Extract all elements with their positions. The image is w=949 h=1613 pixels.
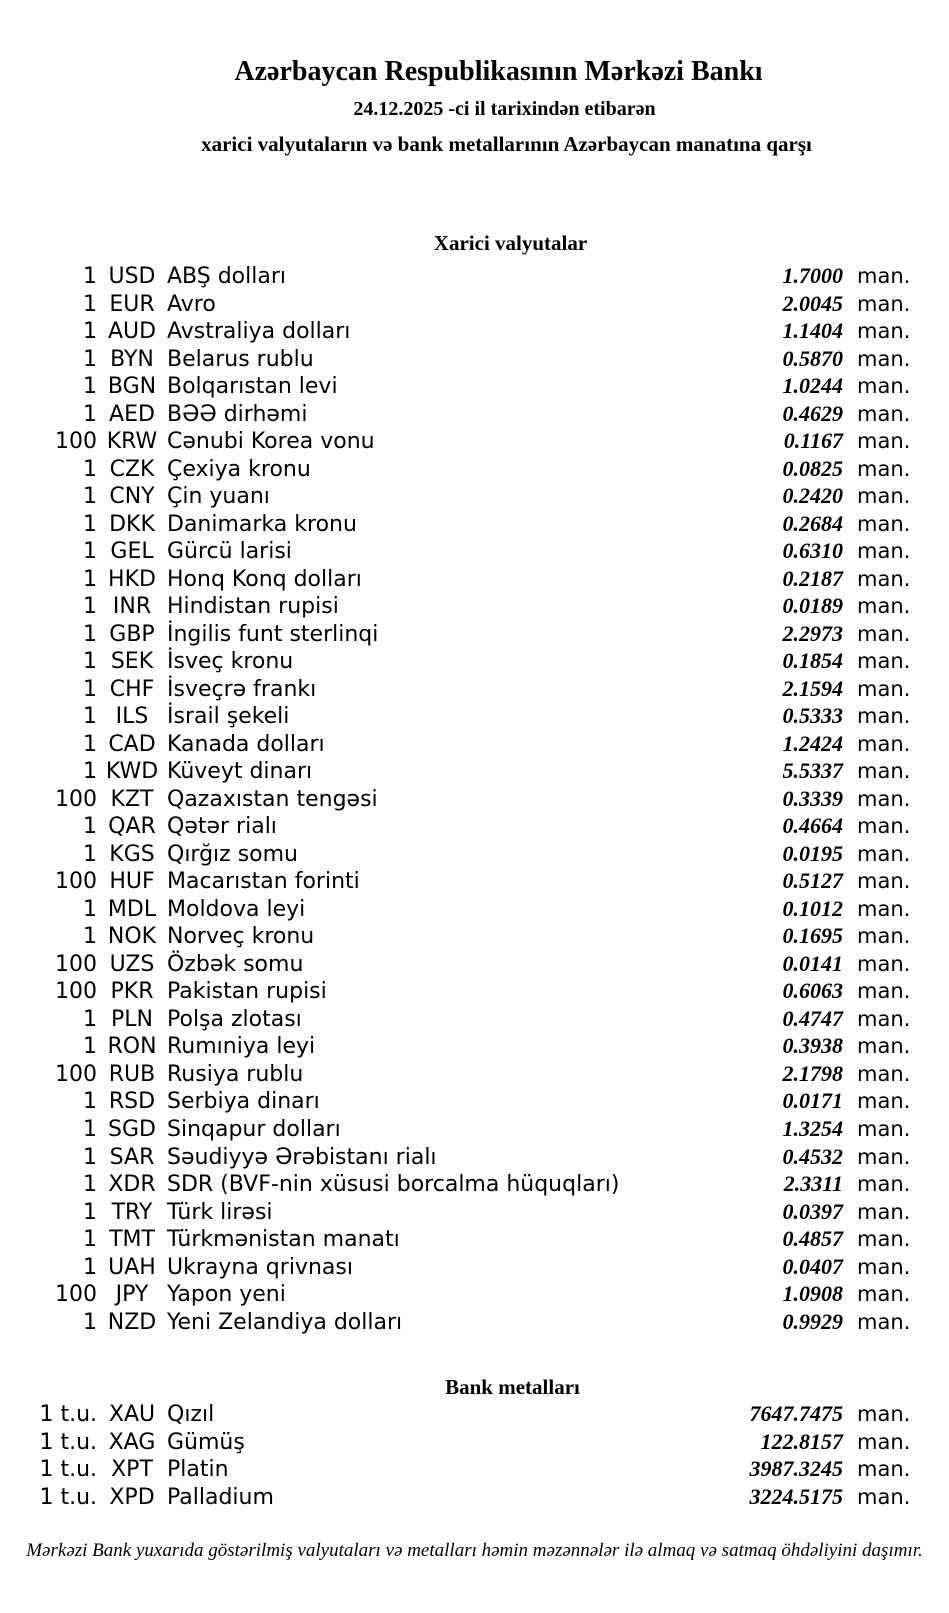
currency-name: Rusiya rublu bbox=[167, 1061, 304, 1087]
unit-label: man. bbox=[857, 1116, 911, 1141]
table-row bbox=[0, 1225, 949, 1253]
currency-name: Qızıl bbox=[167, 1402, 215, 1427]
currency-name: Gürcü larisi bbox=[167, 539, 292, 565]
currency-code: XPD bbox=[109, 1484, 155, 1510]
currency-code: INR bbox=[112, 594, 152, 620]
unit-label: man. bbox=[857, 1402, 911, 1426]
currency-code: AUD bbox=[107, 319, 157, 345]
quantity: 100 bbox=[55, 1282, 97, 1308]
table-row bbox=[0, 1400, 949, 1428]
currency-code: HKD bbox=[108, 566, 156, 592]
unit-label: man. bbox=[857, 704, 911, 729]
exchange-rate: 0.4629 bbox=[782, 400, 843, 426]
currency-code: RUB bbox=[108, 1061, 156, 1087]
table-row bbox=[0, 317, 949, 345]
currency-code: USD bbox=[108, 264, 156, 289]
currency-name: İngilis funt sterlinqi bbox=[167, 621, 379, 647]
exchange-rate: 1.0908 bbox=[782, 1281, 843, 1307]
table-row bbox=[0, 867, 949, 895]
currency-name: Hindistan rupisi bbox=[167, 594, 339, 620]
currency-name: Platin bbox=[167, 1457, 229, 1483]
exchange-rate: 0.4747 bbox=[782, 1005, 843, 1031]
quantity: 1 bbox=[83, 621, 97, 647]
quantity: 1 bbox=[83, 759, 97, 785]
currency-name: BƏƏ dirhəmi bbox=[167, 401, 308, 427]
currency-name: Çexiya kronu bbox=[167, 456, 311, 482]
unit-label: man. bbox=[857, 1144, 911, 1169]
currency-name: Palladium bbox=[167, 1484, 274, 1510]
exchange-rate: 0.0825 bbox=[782, 455, 843, 481]
quantity: 1 bbox=[83, 484, 97, 510]
exchange-rate: 0.2684 bbox=[782, 510, 843, 536]
exchange-rate: 0.0397 bbox=[782, 1198, 843, 1224]
table-row bbox=[0, 1253, 949, 1281]
currency-name: Qətər rialı bbox=[167, 814, 277, 840]
table-row bbox=[0, 1005, 949, 1033]
currency-name: Kanada dolları bbox=[167, 731, 325, 757]
currency-code: EUR bbox=[109, 291, 155, 317]
quantity: 100 bbox=[55, 869, 97, 895]
exchange-rate: 0.0171 bbox=[782, 1088, 843, 1114]
unit-label: man. bbox=[857, 649, 911, 674]
table-row bbox=[0, 812, 949, 840]
unit-label: man. bbox=[857, 1034, 911, 1059]
exchange-rate: 1.7000 bbox=[782, 263, 843, 288]
unit-label: man. bbox=[857, 1457, 911, 1482]
currency-code: CNY bbox=[109, 484, 155, 510]
table-row bbox=[0, 1143, 949, 1171]
currency-name: İsrail şekeli bbox=[167, 704, 290, 730]
currency-name: Pakistan rupisi bbox=[167, 979, 327, 1005]
unit-label: man. bbox=[857, 319, 911, 344]
currency-code: GEL bbox=[110, 539, 154, 565]
currency-name: İsveç kronu bbox=[167, 649, 294, 675]
currency-name: Honq Konq dolları bbox=[167, 566, 362, 592]
table-row bbox=[0, 1198, 949, 1226]
table-row bbox=[0, 647, 949, 675]
currency-code: TRY bbox=[111, 1199, 153, 1225]
currency-code: QAR bbox=[108, 814, 156, 840]
unit-label: man. bbox=[857, 1061, 911, 1086]
quantity: 1 bbox=[83, 401, 97, 427]
quantity: 1 bbox=[83, 594, 97, 620]
table-row bbox=[0, 1060, 949, 1088]
metals-table bbox=[0, 1400, 949, 1510]
currency-name: Sinqapur dolları bbox=[167, 1116, 341, 1142]
unit-label: man. bbox=[857, 814, 911, 839]
exchange-rate: 1.1404 bbox=[782, 318, 843, 344]
section-title-currencies: Xarici valyutalar bbox=[433, 231, 588, 255]
quantity: 100 bbox=[55, 979, 97, 1005]
unit-label: man. bbox=[857, 731, 911, 756]
currency-name: ABŞ dolları bbox=[167, 264, 287, 289]
unit-label: man. bbox=[857, 951, 911, 976]
unit-label: man. bbox=[857, 979, 911, 1004]
table-row bbox=[0, 977, 949, 1005]
currency-code: XAU bbox=[108, 1402, 156, 1427]
currency-code: GBP bbox=[109, 621, 155, 647]
currency-name: Macarıstan forinti bbox=[167, 869, 360, 895]
quantity: 1 bbox=[83, 1144, 97, 1170]
exchange-rate: 0.6063 bbox=[782, 978, 843, 1004]
currency-name: İsveçrə frankı bbox=[167, 676, 317, 702]
table-row bbox=[0, 895, 949, 923]
unit-label: man. bbox=[857, 1006, 911, 1031]
quantity: 1 bbox=[83, 539, 97, 565]
table-row bbox=[0, 1170, 949, 1198]
unit-label: man. bbox=[857, 1089, 911, 1114]
quantity: 1 bbox=[83, 291, 97, 317]
unit-label: man. bbox=[857, 621, 911, 646]
table-row bbox=[0, 675, 949, 703]
table-row bbox=[0, 757, 949, 785]
quantity: 1 bbox=[83, 649, 97, 675]
table-row bbox=[0, 1483, 949, 1511]
page-title: Azərbaycan Respublikasının Mərkəzi Bankı bbox=[234, 56, 763, 87]
currency-name: Cənubi Korea vonu bbox=[167, 429, 375, 455]
unit-label: man. bbox=[857, 1254, 911, 1279]
currency-name: Ukrayna qrivnası bbox=[167, 1254, 353, 1280]
quantity: 1 bbox=[83, 704, 97, 730]
exchange-rate: 1.3254 bbox=[782, 1115, 843, 1141]
exchange-rate: 0.4664 bbox=[782, 813, 843, 839]
currency-code: MDL bbox=[107, 896, 157, 922]
currency-code: AED bbox=[109, 401, 155, 427]
currency-name: Moldova leyi bbox=[167, 896, 306, 922]
exchange-rate: 0.0189 bbox=[782, 593, 843, 619]
exchange-rate: 3224.5175 bbox=[749, 1483, 843, 1509]
currency-name: Serbiya dinarı bbox=[167, 1089, 320, 1115]
currency-name: Danimarka kronu bbox=[167, 511, 357, 537]
unit-label: man. bbox=[857, 484, 911, 509]
table-row bbox=[0, 290, 949, 318]
currency-code: DKK bbox=[109, 511, 155, 537]
currency-name: SDR (BVF-nin xüsusi borcalma hüquqları) bbox=[167, 1172, 620, 1198]
unit-label: man. bbox=[857, 539, 911, 564]
unit-label: man. bbox=[857, 1227, 911, 1252]
table-row bbox=[0, 1032, 949, 1060]
unit-label: man. bbox=[857, 869, 911, 894]
table-row bbox=[0, 372, 949, 400]
unit-label: man. bbox=[857, 346, 911, 371]
exchange-rate: 0.0141 bbox=[782, 950, 843, 976]
currency-code: KRW bbox=[106, 429, 158, 455]
quantity: 1 t.u. bbox=[39, 1402, 97, 1427]
currency-name: Küveyt dinarı bbox=[167, 759, 313, 785]
quantity: 1 bbox=[83, 1309, 97, 1335]
currency-code: PKR bbox=[110, 979, 154, 1005]
exchange-rate: 0.0195 bbox=[782, 840, 843, 866]
unit-label: man. bbox=[857, 1282, 911, 1307]
currency-code: BGN bbox=[107, 374, 157, 400]
currency-code: KGS bbox=[109, 841, 155, 867]
exchange-rate: 0.5870 bbox=[782, 345, 843, 371]
table-row bbox=[0, 702, 949, 730]
currency-code: PLN bbox=[111, 1006, 153, 1032]
currency-code: NZD bbox=[107, 1309, 157, 1335]
unit-label: man. bbox=[857, 594, 911, 619]
exchange-rate: 0.0407 bbox=[782, 1253, 843, 1279]
table-row bbox=[0, 1115, 949, 1143]
exchange-rate: 0.1167 bbox=[783, 428, 843, 454]
currency-code: RON bbox=[107, 1034, 157, 1060]
quantity: 100 bbox=[55, 1061, 97, 1087]
quantity: 100 bbox=[55, 429, 97, 455]
unit-label: man. bbox=[857, 786, 911, 811]
unit-label: man. bbox=[857, 676, 911, 701]
currency-name: Yapon yeni bbox=[167, 1282, 286, 1308]
exchange-rate: 0.1695 bbox=[782, 923, 843, 949]
currency-name: Polşa zlotası bbox=[167, 1006, 302, 1032]
unit-label: man. bbox=[857, 1484, 911, 1509]
currency-code: HUF bbox=[109, 869, 155, 895]
table-row bbox=[0, 785, 949, 813]
table-row bbox=[0, 730, 949, 758]
table-row bbox=[0, 400, 949, 428]
currency-name: Çin yuanı bbox=[167, 484, 270, 510]
exchange-rate: 0.2420 bbox=[782, 483, 843, 509]
table-row bbox=[0, 537, 949, 565]
quantity: 1 bbox=[83, 319, 97, 345]
currency-name: Belarus rublu bbox=[167, 346, 314, 372]
table-row bbox=[0, 510, 949, 538]
unit-label: man. bbox=[857, 456, 911, 481]
exchange-rate: 0.3938 bbox=[782, 1033, 843, 1059]
currency-code: XDR bbox=[108, 1172, 156, 1198]
currency-code: JPY bbox=[115, 1282, 149, 1308]
currency-name: Avro bbox=[167, 291, 216, 317]
page-subtitle: xarici valyutaların və bank metallarının Azərbaycan manatına qarşı bbox=[201, 132, 812, 156]
table-row bbox=[0, 565, 949, 593]
exchange-rate: 0.4857 bbox=[782, 1226, 843, 1252]
table-row bbox=[0, 922, 949, 950]
currency-code: CZK bbox=[109, 456, 155, 482]
quantity: 1 bbox=[83, 1089, 97, 1115]
currency-name: Avstraliya dolları bbox=[167, 319, 351, 345]
exchange-rate: 1.2424 bbox=[782, 730, 843, 756]
exchange-rate: 2.1594 bbox=[782, 675, 843, 701]
quantity: 1 bbox=[83, 841, 97, 867]
quantity: 1 bbox=[83, 566, 97, 592]
exchange-rate: 0.5333 bbox=[782, 703, 843, 729]
exchange-rate: 5.5337 bbox=[782, 758, 843, 784]
exchange-rate: 0.5127 bbox=[782, 868, 843, 894]
effective-date: 24.12.2025 -ci il tarixindən etibarən bbox=[353, 98, 656, 120]
quantity: 1 bbox=[83, 1172, 97, 1198]
table-row bbox=[0, 620, 949, 648]
quantity: 1 bbox=[83, 924, 97, 950]
quantity: 1 bbox=[83, 731, 97, 757]
unit-label: man. bbox=[857, 924, 911, 949]
currency-code: CHF bbox=[109, 676, 155, 702]
unit-label: man. bbox=[857, 841, 911, 866]
quantity: 1 bbox=[83, 511, 97, 537]
exchange-rate: 122.8157 bbox=[760, 1428, 843, 1454]
table-row bbox=[0, 1428, 949, 1456]
unit-label: man. bbox=[857, 374, 911, 399]
exchange-rate: 2.3311 bbox=[783, 1171, 843, 1197]
quantity: 1 bbox=[83, 1227, 97, 1253]
quantity: 100 bbox=[55, 786, 97, 812]
currency-code: SEK bbox=[110, 649, 154, 675]
currency-table bbox=[0, 262, 949, 1335]
currency-name: Qazaxıstan tengəsi bbox=[167, 786, 378, 812]
quantity: 1 t.u. bbox=[39, 1484, 97, 1510]
currency-code: KZT bbox=[110, 786, 154, 812]
currency-code: NOK bbox=[107, 924, 157, 950]
currency-code: TMT bbox=[109, 1227, 155, 1253]
currency-code: UAH bbox=[108, 1254, 156, 1280]
quantity: 1 bbox=[83, 346, 97, 372]
quantity: 1 bbox=[83, 1006, 97, 1032]
table-row bbox=[0, 345, 949, 373]
exchange-rate: 2.1798 bbox=[782, 1060, 843, 1086]
exchange-rate: 0.6310 bbox=[782, 538, 843, 564]
currency-name: Qırğız somu bbox=[167, 841, 299, 867]
currency-code: ILS bbox=[115, 704, 149, 730]
unit-label: man. bbox=[857, 759, 911, 784]
table-row bbox=[0, 455, 949, 483]
quantity: 100 bbox=[55, 951, 97, 977]
currency-name: Rumıniya leyi bbox=[167, 1034, 316, 1060]
table-row bbox=[0, 1280, 949, 1308]
unit-label: man. bbox=[857, 291, 911, 316]
exchange-rate: 0.1854 bbox=[782, 648, 843, 674]
quantity: 1 bbox=[83, 1116, 97, 1142]
currency-code: SAR bbox=[109, 1144, 155, 1170]
table-row bbox=[0, 592, 949, 620]
exchange-rate: 3987.3245 bbox=[749, 1456, 843, 1482]
quantity: 1 bbox=[83, 814, 97, 840]
exchange-rate: 2.0045 bbox=[782, 290, 843, 316]
currency-code: SGD bbox=[108, 1116, 156, 1142]
currency-name: Norveç kronu bbox=[167, 924, 315, 950]
quantity: 1 bbox=[83, 456, 97, 482]
unit-label: man. bbox=[857, 1429, 911, 1454]
unit-label: man. bbox=[857, 1309, 911, 1334]
unit-label: man. bbox=[857, 896, 911, 921]
exchange-rate: 1.0244 bbox=[782, 373, 843, 399]
currency-name: Bolqarıstan levi bbox=[167, 374, 338, 400]
quantity: 1 bbox=[83, 374, 97, 400]
currency-code: CAD bbox=[108, 731, 156, 757]
table-row bbox=[0, 427, 949, 455]
quantity: 1 bbox=[83, 676, 97, 702]
unit-label: man. bbox=[857, 1199, 911, 1224]
disclaimer-text: Mərkəzi Bank yuxarıda göstərilmiş valyutaları və metalları həmin məzənnələr ilə almaq və satmaq öhdəliyini daşımır. bbox=[26, 1540, 923, 1561]
quantity: 1 t.u. bbox=[39, 1457, 97, 1483]
currency-code: UZS bbox=[109, 951, 155, 977]
currency-code: KWD bbox=[105, 759, 159, 785]
currency-name: Yeni Zelandiya dolları bbox=[167, 1309, 403, 1335]
quantity: 1 bbox=[83, 1199, 97, 1225]
quantity: 1 t.u. bbox=[39, 1429, 97, 1455]
currency-name: Gümüş bbox=[167, 1429, 245, 1455]
unit-label: man. bbox=[857, 401, 911, 426]
exchange-rate: 0.2187 bbox=[782, 565, 843, 591]
exchange-rate: 0.1012 bbox=[782, 895, 843, 921]
table-row bbox=[0, 1308, 949, 1336]
exchange-rate: 0.3339 bbox=[782, 785, 843, 811]
table-row bbox=[0, 1087, 949, 1115]
currency-name: Türkmənistan manatı bbox=[167, 1227, 400, 1253]
currency-code: RSD bbox=[108, 1089, 156, 1115]
table-row bbox=[0, 1455, 949, 1483]
table-row bbox=[0, 840, 949, 868]
quantity: 1 bbox=[83, 896, 97, 922]
table-row bbox=[0, 950, 949, 978]
exchange-rate: 0.4532 bbox=[782, 1143, 843, 1169]
unit-label: man. bbox=[857, 566, 911, 591]
currency-code: BYN bbox=[110, 346, 154, 372]
table-row bbox=[0, 482, 949, 510]
unit-label: man. bbox=[857, 511, 911, 536]
quantity: 1 bbox=[83, 1034, 97, 1060]
currency-code: XAG bbox=[108, 1429, 156, 1455]
exchange-rate: 2.2973 bbox=[782, 620, 843, 646]
section-title-metals: Bank metalları bbox=[445, 1375, 580, 1399]
exchange-rate: 0.9929 bbox=[782, 1308, 843, 1334]
unit-label: man. bbox=[857, 429, 911, 454]
quantity: 1 bbox=[83, 1254, 97, 1280]
unit-label: man. bbox=[857, 264, 911, 288]
quantity: 1 bbox=[83, 264, 97, 289]
table-row bbox=[0, 262, 949, 290]
currency-code: XPT bbox=[111, 1457, 153, 1483]
currency-name: Özbək somu bbox=[167, 951, 304, 977]
unit-label: man. bbox=[857, 1172, 911, 1197]
currency-name: Səudiyyə Ərəbistanı rialı bbox=[167, 1144, 437, 1170]
currency-name: Türk lirəsi bbox=[167, 1199, 273, 1225]
exchange-rate: 7647.7475 bbox=[749, 1401, 843, 1426]
